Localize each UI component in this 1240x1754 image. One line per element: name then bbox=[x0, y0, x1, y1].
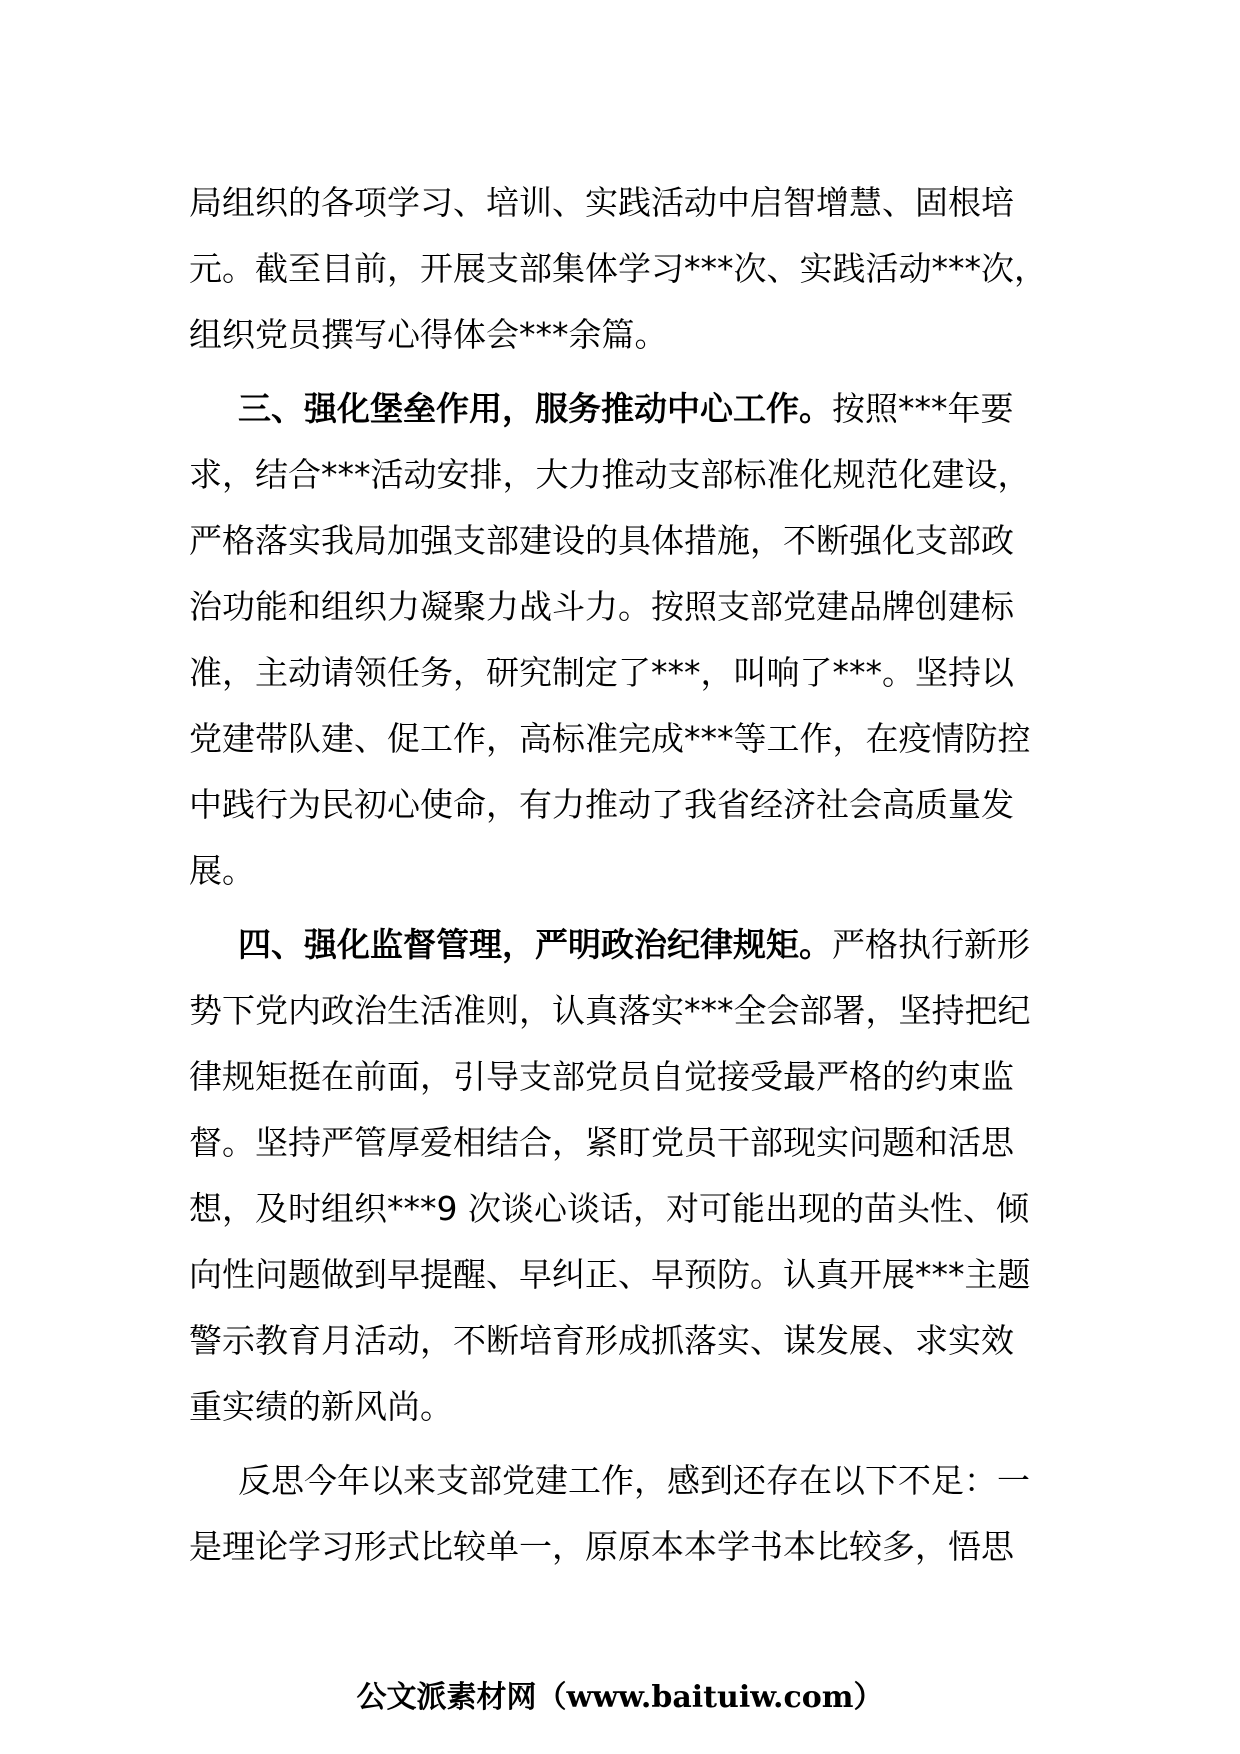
text-line: 重实绩的新风尚。 bbox=[189, 1387, 453, 1426]
text-line: 势下党内政治生活准则，认真落实***全会部署，坚持把纪 bbox=[189, 991, 1031, 1030]
section-three-first-line bbox=[189, 376, 1069, 442]
section-three-text: 按照***年要 bbox=[832, 389, 1014, 428]
text-line: 组织党员撰写心得体会***余篇。 bbox=[189, 315, 668, 354]
page-footer-watermark: 公文派素材网（www.baituiw.com） bbox=[356, 1680, 884, 1715]
text-line: 党建带队建、促工作，高标准完成***等工作，在疫情防控 bbox=[189, 719, 1031, 758]
section-heading-four: 四、强化监督管理，严明政治纪律规矩。 bbox=[238, 925, 832, 964]
text-line: 准，主动请领任务，研究制定了***，叫响了***。坚持以 bbox=[189, 653, 1014, 692]
text-line: 治功能和组织力凝聚力战斗力。按照支部党建品牌创建标 bbox=[189, 587, 1014, 626]
text-line: 严格落实我局加强支部建设的具体措施，不断强化支部政 bbox=[189, 521, 1014, 560]
text-line: 向性问题做到早提醒、早纠正、早预防。认真开展***主题 bbox=[189, 1255, 1031, 1294]
reflection-first-line: 反思今年以来支部党建工作，感到还存在以下不足：一 bbox=[238, 1461, 1030, 1500]
text-line: 展。 bbox=[189, 851, 255, 890]
section-heading-three: 三、强化堡垒作用，服务推动中心工作。 bbox=[238, 389, 832, 428]
document-body bbox=[189, 170, 1069, 1580]
text-line: 求，结合***活动安排，大力推动支部标准化规范化建设， bbox=[189, 455, 1031, 494]
text-line: 中践行为民初心使命，有力推动了我省经济社会高质量发 bbox=[189, 785, 1014, 824]
text-line: 是理论学习形式比较单一，原原本本学书本比较多，悟思 bbox=[189, 1527, 1014, 1566]
section-four-text: 严格执行新形 bbox=[832, 925, 1030, 964]
text-line: 局组织的各项学习、培训、实践活动中启智增慧、固根培 bbox=[189, 183, 1014, 222]
text-line: 警示教育月活动，不断培育形成抓落实、谋发展、求实效 bbox=[189, 1321, 1014, 1360]
text-line: 督。坚持严管厚爱相结合，紧盯党员干部现实问题和活思 bbox=[189, 1123, 1014, 1162]
text-line: 元。截至目前，开展支部集体学习***次、实践活动***次， bbox=[189, 249, 1047, 288]
text-line: 律规矩挺在前面，引导支部党员自觉接受最严格的约束监 bbox=[189, 1057, 1014, 1096]
section-four-first-line bbox=[189, 912, 1069, 978]
text-line: 想，及时组织***9 次谈心谈话，对可能出现的苗头性、倾 bbox=[189, 1189, 1029, 1228]
